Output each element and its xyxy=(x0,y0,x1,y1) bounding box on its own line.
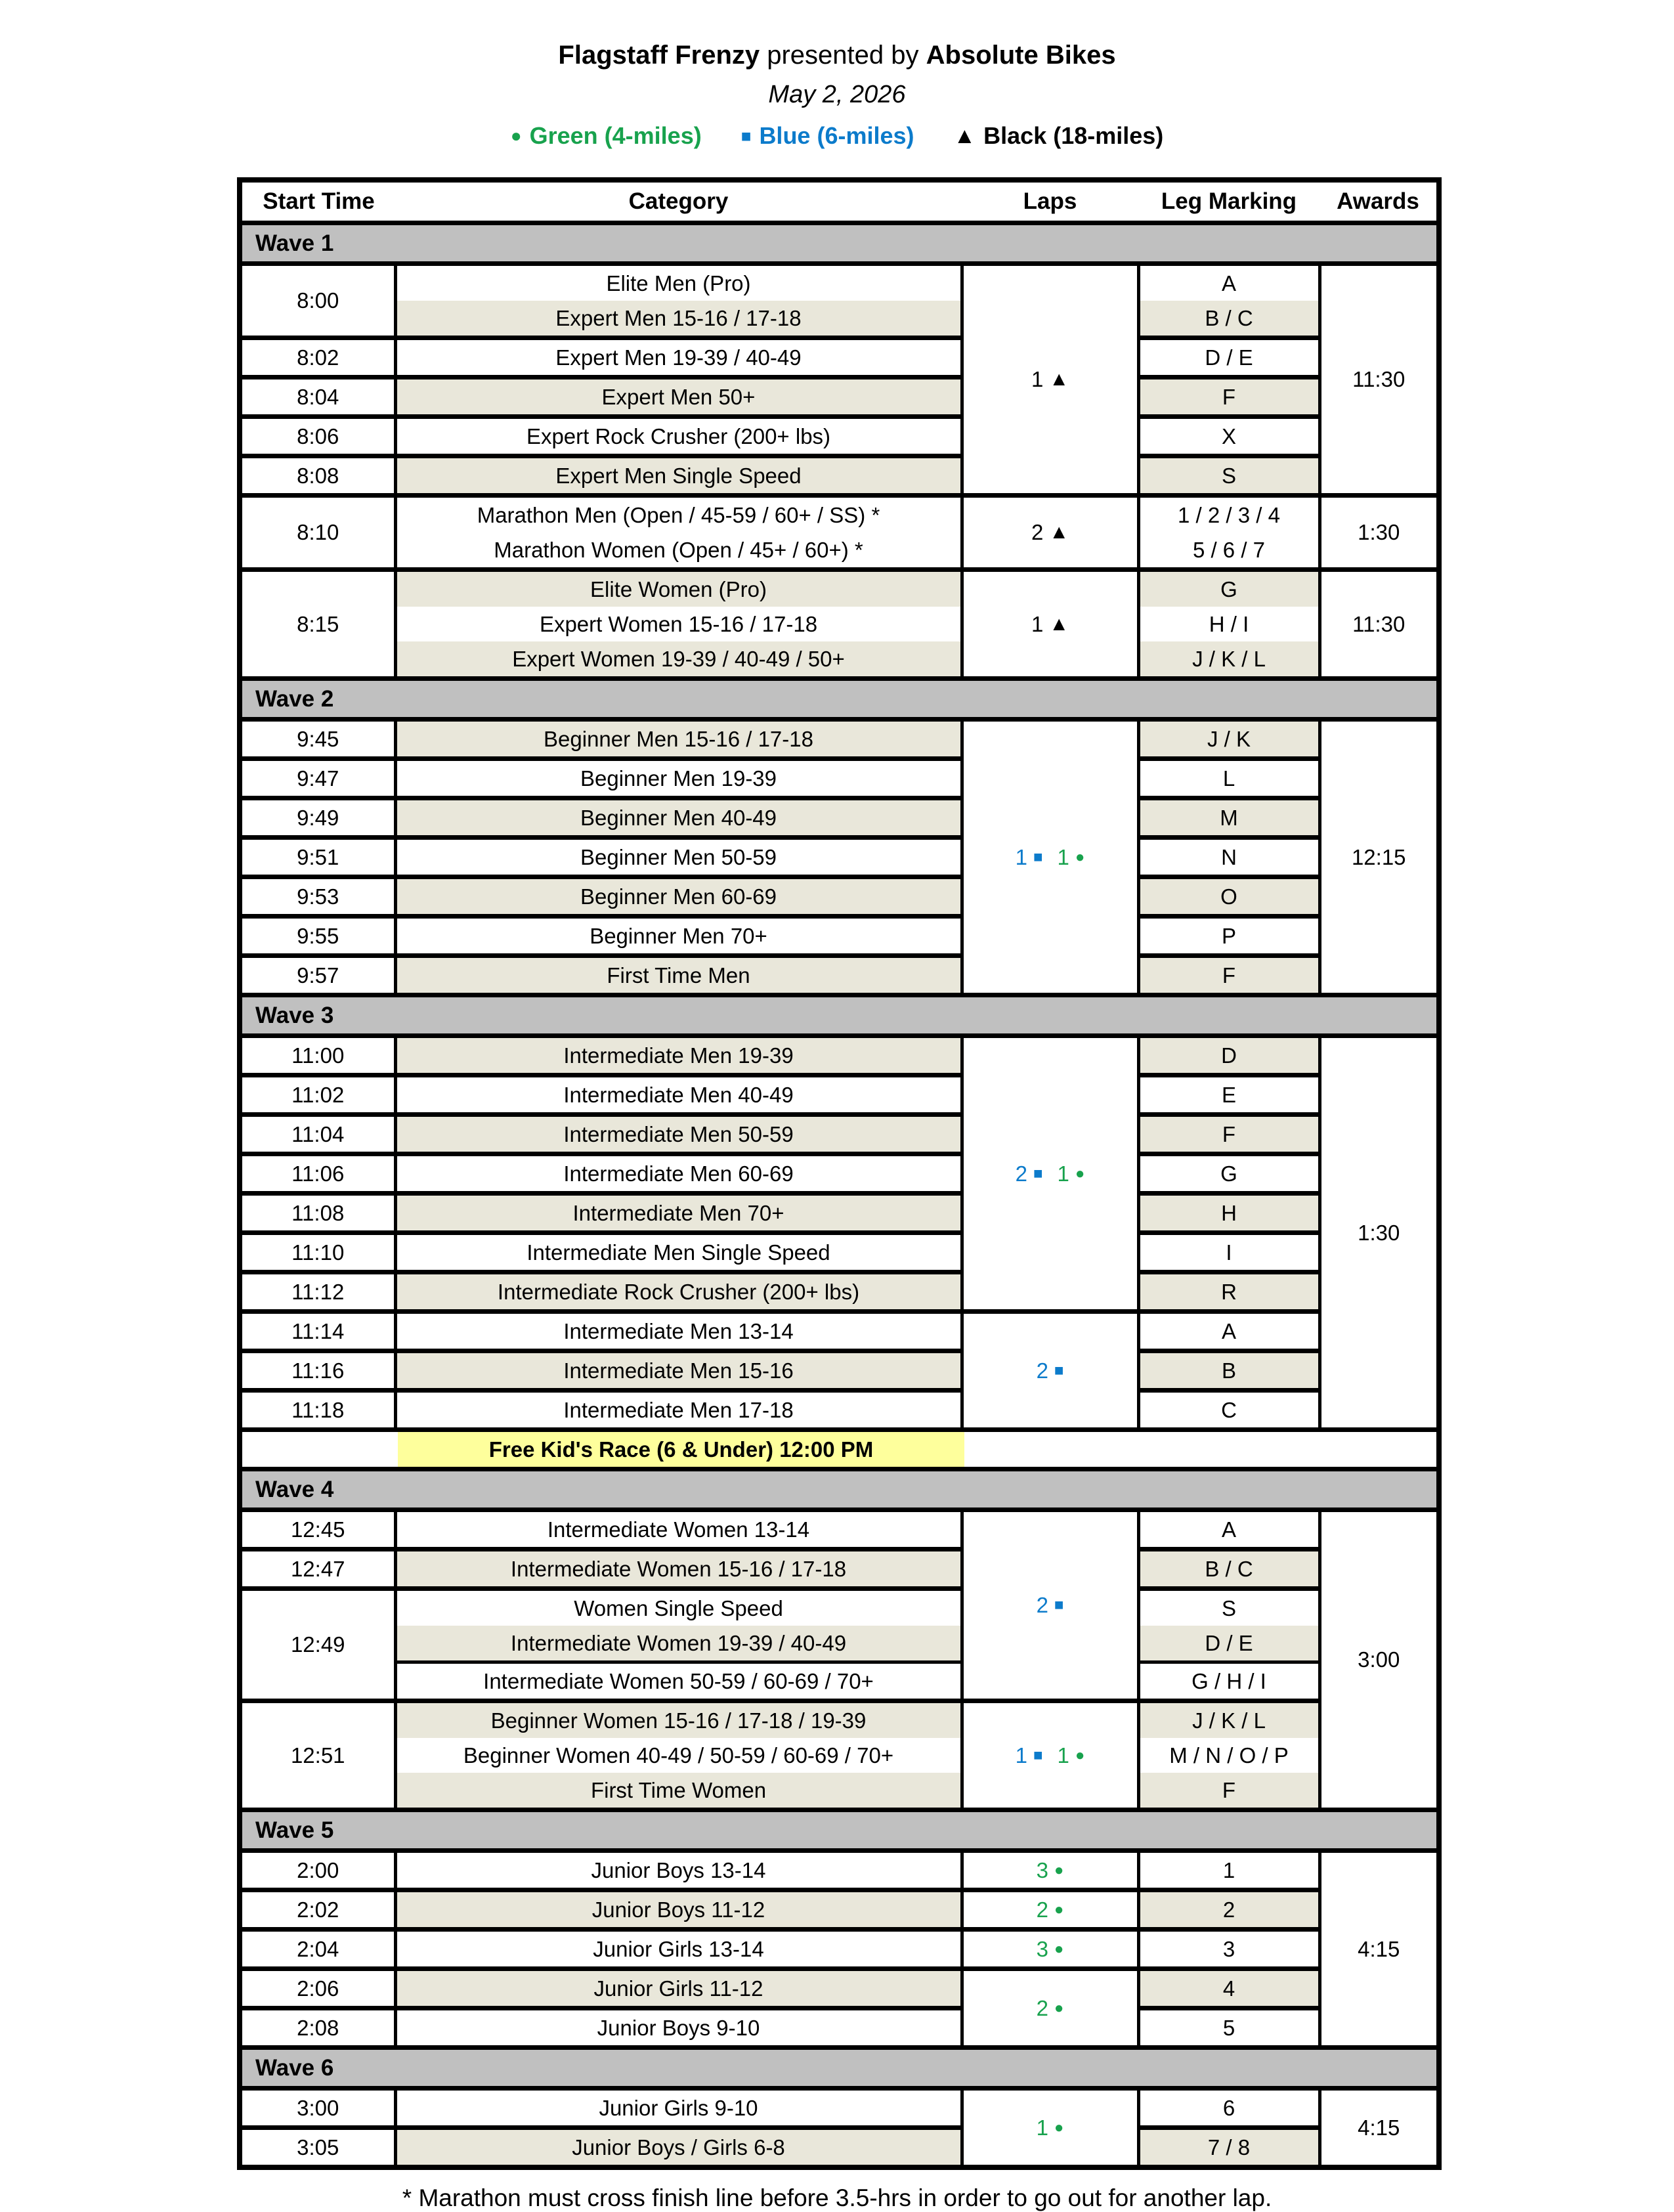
black-triangle-icon: ▲ xyxy=(1049,521,1069,543)
lap-count: 2 xyxy=(1015,1161,1027,1186)
page-title xyxy=(0,41,1674,70)
leg-marking-cell: B / C xyxy=(1138,1550,1320,1589)
time-cell: 3:00 xyxy=(240,2089,395,2128)
category-cell: First Time Men xyxy=(395,956,962,995)
lap-count: 3 xyxy=(1036,1936,1048,1961)
time-cell: 9:53 xyxy=(240,877,395,917)
leg-marking-cell: 1 / 2 / 3 / 4 xyxy=(1138,496,1320,533)
green-circle-icon: ● xyxy=(1075,848,1085,866)
leg-marking-cell: F xyxy=(1138,1773,1320,1810)
category-cell: Intermediate Men 17-18 xyxy=(395,1391,962,1430)
leg-marking-cell: G xyxy=(1138,570,1320,607)
blue-square-icon: ■ xyxy=(1054,1596,1064,1614)
time-cell: 11:02 xyxy=(240,1075,395,1115)
wave-label: Wave 2 xyxy=(240,679,1439,720)
leg-marking-cell: D / E xyxy=(1138,1626,1320,1662)
category-cell: First Time Women xyxy=(395,1773,962,1810)
laps-cell xyxy=(962,2089,1138,2168)
time-cell: 2:02 xyxy=(240,1890,395,1930)
awards-cell: 11:30 xyxy=(1320,264,1439,496)
leg-marking-cell: D xyxy=(1138,1036,1320,1075)
category-cell: Intermediate Men 19-39 xyxy=(395,1036,962,1075)
category-cell: Expert Women 19-39 / 40-49 / 50+ xyxy=(395,641,962,679)
leg-marking-cell: O xyxy=(1138,877,1320,917)
blue-square-icon: ■ xyxy=(1033,848,1043,866)
laps-cell xyxy=(962,1312,1138,1430)
wave-header xyxy=(240,995,1439,1036)
laps-cell xyxy=(962,1510,1138,1701)
wave-header xyxy=(240,1469,1439,1510)
leg-marking-cell: G xyxy=(1138,1154,1320,1194)
time-cell: 11:08 xyxy=(240,1194,395,1233)
green-circle-icon: ● xyxy=(510,125,522,146)
category-cell: Marathon Women (Open / 45+ / 60+) * xyxy=(395,532,962,570)
lap-count: 1 xyxy=(1031,367,1044,391)
category-cell: Intermediate Men 40-49 xyxy=(395,1075,962,1115)
leg-marking-cell: L xyxy=(1138,759,1320,798)
laps-cell xyxy=(962,1930,1138,1969)
category-cell: Intermediate Women 15-16 / 17-18 xyxy=(395,1550,962,1589)
category-cell: Junior Boys / Girls 6-8 xyxy=(395,2128,962,2168)
category-cell: Junior Girls 13-14 xyxy=(395,1930,962,1969)
awards-cell: 3:00 xyxy=(1320,1510,1439,1810)
category-cell: Beginner Men 15-16 / 17-18 xyxy=(395,720,962,759)
green-circle-icon: ● xyxy=(1075,1746,1085,1764)
leg-marking-cell: 5 xyxy=(1138,2008,1320,2048)
leg-marking-cell: S xyxy=(1138,456,1320,496)
leg-marking-cell: X xyxy=(1138,417,1320,456)
category-cell: Expert Men 19-39 / 40-49 xyxy=(395,338,962,378)
green-circle-icon: ● xyxy=(1054,1999,1064,2017)
time-cell: 2:08 xyxy=(240,2008,395,2048)
wave-label: Wave 3 xyxy=(240,995,1439,1036)
time-cell: 11:18 xyxy=(240,1391,395,1430)
wave-header xyxy=(240,2048,1439,2089)
black-triangle-icon: ▲ xyxy=(953,123,976,148)
leg-marking-cell: G / H / I xyxy=(1138,1662,1320,1701)
time-cell: 9:57 xyxy=(240,956,395,995)
laps-cell xyxy=(962,1036,1138,1312)
time-cell: 8:02 xyxy=(240,338,395,378)
col-header-laps: Laps xyxy=(1023,188,1077,214)
category-cell: Expert Women 15-16 / 17-18 xyxy=(395,607,962,641)
time-cell: 2:00 xyxy=(240,1851,395,1890)
time-cell: 11:04 xyxy=(240,1115,395,1154)
category-cell: Intermediate Rock Crusher (200+ lbs) xyxy=(395,1272,962,1312)
leg-marking-cell: N xyxy=(1138,838,1320,877)
lap-count: 1 xyxy=(1057,1161,1069,1186)
leg-marking-cell: M / N / O / P xyxy=(1138,1738,1320,1773)
event-name: Flagstaff Frenzy xyxy=(558,41,760,70)
time-cell: 8:10 xyxy=(240,496,395,570)
time-cell: 2:06 xyxy=(240,1969,395,2008)
awards-cell: 12:15 xyxy=(1320,720,1439,995)
category-cell: Expert Men 15-16 / 17-18 xyxy=(395,301,962,338)
category-cell: Intermediate Women 13-14 xyxy=(395,1510,962,1550)
leg-marking-cell: H / I xyxy=(1138,607,1320,641)
wave-header xyxy=(240,1810,1439,1851)
lap-count: 3 xyxy=(1036,1857,1048,1882)
category-cell: Elite Men (Pro) xyxy=(395,264,962,301)
time-cell: 11:00 xyxy=(240,1036,395,1075)
category-cell: Beginner Men 19-39 xyxy=(395,759,962,798)
blue-square-icon: ■ xyxy=(1054,1361,1064,1379)
legend-label-blue: Blue (6-miles) xyxy=(759,122,914,149)
time-cell: 2:04 xyxy=(240,1930,395,1969)
title-connector: presented by xyxy=(760,41,926,70)
leg-marking-cell: H xyxy=(1138,1194,1320,1233)
time-cell: 8:08 xyxy=(240,456,395,496)
time-cell: 12:49 xyxy=(240,1589,395,1701)
leg-marking-cell: J / K xyxy=(1138,720,1320,759)
category-cell: Intermediate Women 50-59 / 60-69 / 70+ xyxy=(395,1662,962,1701)
lap-count: 2 xyxy=(1036,1593,1048,1617)
lap-count: 1 xyxy=(1036,2115,1048,2140)
legend-label-green: Green (4-miles) xyxy=(529,122,702,149)
time-cell: 9:55 xyxy=(240,917,395,956)
black-triangle-icon: ▲ xyxy=(1049,368,1069,390)
laps-cell xyxy=(962,496,1138,570)
lap-count: 2 xyxy=(1036,1897,1048,1922)
blue-square-icon: ■ xyxy=(1033,1746,1043,1764)
leg-marking-cell: B xyxy=(1138,1351,1320,1391)
category-cell: Expert Rock Crusher (200+ lbs) xyxy=(395,417,962,456)
category-cell: Women Single Speed xyxy=(395,1589,962,1626)
leg-marking-cell: B / C xyxy=(1138,301,1320,338)
leg-marking-cell: F xyxy=(1138,378,1320,417)
document-header xyxy=(0,0,1674,150)
time-cell: 8:00 xyxy=(240,264,395,338)
green-circle-icon: ● xyxy=(1054,1940,1064,1958)
schedule-table xyxy=(237,177,1442,2170)
category-cell: Expert Men Single Speed xyxy=(395,456,962,496)
category-cell: Beginner Men 60-69 xyxy=(395,877,962,917)
col-header-leg-marking: Leg Marking xyxy=(1161,188,1297,214)
green-circle-icon: ● xyxy=(1075,1164,1085,1182)
category-cell: Intermediate Men 13-14 xyxy=(395,1312,962,1351)
wave-label: Wave 6 xyxy=(240,2048,1439,2089)
category-cell: Junior Boys 11-12 xyxy=(395,1890,962,1930)
laps-cell xyxy=(962,1851,1138,1890)
awards-cell: 4:15 xyxy=(1320,1851,1439,2048)
laps-cell xyxy=(962,1969,1138,2048)
time-cell: 9:47 xyxy=(240,759,395,798)
leg-marking-cell: A xyxy=(1138,264,1320,301)
leg-marking-cell: 6 xyxy=(1138,2089,1320,2128)
time-cell: 9:49 xyxy=(240,798,395,838)
kids-race-banner: Free Kid's Race (6 & Under) 12:00 PM xyxy=(398,1432,964,1467)
awards-cell: 4:15 xyxy=(1320,2089,1439,2168)
category-cell: Intermediate Men Single Speed xyxy=(395,1233,962,1272)
time-cell: 12:51 xyxy=(240,1701,395,1810)
wave-header xyxy=(240,679,1439,720)
blue-square-icon: ■ xyxy=(1033,1164,1043,1182)
leg-marking-cell: D / E xyxy=(1138,338,1320,378)
leg-marking-cell: A xyxy=(1138,1312,1320,1351)
category-cell: Marathon Men (Open / 45-59 / 60+ / SS) * xyxy=(395,496,962,533)
category-cell: Intermediate Men 50-59 xyxy=(395,1115,962,1154)
category-cell: Beginner Men 40-49 xyxy=(395,798,962,838)
category-cell: Intermediate Men 70+ xyxy=(395,1194,962,1233)
green-circle-icon: ● xyxy=(1054,1861,1064,1879)
awards-cell: 1:30 xyxy=(1320,496,1439,570)
leg-marking-cell: J / K / L xyxy=(1138,641,1320,679)
green-circle-icon: ● xyxy=(1054,2118,1064,2136)
leg-marking-cell: 7 / 8 xyxy=(1138,2128,1320,2168)
awards-cell: 11:30 xyxy=(1320,570,1439,679)
lap-count: 2 xyxy=(1036,1995,1048,2020)
sponsor-name: Absolute Bikes xyxy=(926,41,1116,70)
lap-count: 1 xyxy=(1057,844,1069,869)
course-legend xyxy=(0,122,1674,150)
laps-cell xyxy=(962,570,1138,679)
laps-cell xyxy=(962,1701,1138,1810)
leg-marking-cell: P xyxy=(1138,917,1320,956)
marathon-footnote: * Marathon must cross finish line before 3.5-hrs in order to go out for another lap. xyxy=(402,2184,1272,2211)
col-header-category: Category xyxy=(628,188,729,214)
legend-item-black xyxy=(954,122,1164,150)
legend-label-black: Black (18-miles) xyxy=(983,122,1164,149)
wave-label: Wave 1 xyxy=(240,223,1439,264)
category-cell: Intermediate Men 60-69 xyxy=(395,1154,962,1194)
lap-count: 1 xyxy=(1057,1743,1069,1767)
leg-marking-cell: 4 xyxy=(1138,1969,1320,2008)
time-cell: 8:15 xyxy=(240,570,395,679)
time-cell: 11:16 xyxy=(240,1351,395,1391)
laps-cell xyxy=(962,264,1138,496)
col-header-start-time: Start Time xyxy=(263,188,375,214)
green-circle-icon: ● xyxy=(1054,1900,1064,1919)
lap-count: 1 xyxy=(1015,844,1027,869)
awards-cell: 1:30 xyxy=(1320,1036,1439,1430)
category-cell: Intermediate Men 15-16 xyxy=(395,1351,962,1391)
lap-count: 1 xyxy=(1031,611,1044,636)
lap-count: 1 xyxy=(1015,1743,1027,1767)
time-cell: 9:45 xyxy=(240,720,395,759)
laps-cell xyxy=(962,1890,1138,1930)
black-triangle-icon: ▲ xyxy=(1049,613,1069,635)
leg-marking-cell: 3 xyxy=(1138,1930,1320,1969)
category-cell: Elite Women (Pro) xyxy=(395,570,962,607)
legend-item-green xyxy=(511,122,702,150)
category-cell: Intermediate Women 19-39 / 40-49 xyxy=(395,1626,962,1662)
category-cell: Beginner Women 40-49 / 50-59 / 60-69 / 70+ xyxy=(395,1738,962,1773)
wave-label: Wave 4 xyxy=(240,1469,1439,1510)
laps-cell xyxy=(962,720,1138,995)
time-cell: 12:45 xyxy=(240,1510,395,1550)
category-cell: Expert Men 50+ xyxy=(395,378,962,417)
leg-marking-cell: F xyxy=(1138,1115,1320,1154)
col-header-awards: Awards xyxy=(1337,188,1419,214)
lap-count: 2 xyxy=(1036,1358,1048,1383)
category-cell: Junior Girls 9-10 xyxy=(395,2089,962,2128)
time-cell: 9:51 xyxy=(240,838,395,877)
category-cell: Beginner Men 70+ xyxy=(395,917,962,956)
time-cell: 12:47 xyxy=(240,1550,395,1589)
leg-marking-cell: C xyxy=(1138,1391,1320,1430)
wave-label: Wave 5 xyxy=(240,1810,1439,1851)
wave-header xyxy=(240,223,1439,264)
leg-marking-cell: J / K / L xyxy=(1138,1701,1320,1739)
time-cell: 11:12 xyxy=(240,1272,395,1312)
category-cell: Junior Boys 13-14 xyxy=(395,1851,962,1890)
blue-square-icon: ■ xyxy=(740,126,752,146)
time-cell: 11:10 xyxy=(240,1233,395,1272)
category-cell: Junior Girls 11-12 xyxy=(395,1969,962,2008)
time-cell: 11:14 xyxy=(240,1312,395,1351)
event-date: May 2, 2026 xyxy=(768,81,906,108)
leg-marking-cell: 5 / 6 / 7 xyxy=(1138,532,1320,570)
time-cell: 8:04 xyxy=(240,378,395,417)
leg-marking-cell: I xyxy=(1138,1233,1320,1272)
leg-marking-cell: S xyxy=(1138,1589,1320,1626)
legend-item-blue xyxy=(741,122,914,150)
category-cell: Beginner Women 15-16 / 17-18 / 19-39 xyxy=(395,1701,962,1739)
time-cell: 11:06 xyxy=(240,1154,395,1194)
category-cell: Junior Boys 9-10 xyxy=(395,2008,962,2048)
leg-marking-cell: 1 xyxy=(1138,1851,1320,1890)
time-cell: 8:06 xyxy=(240,417,395,456)
leg-marking-cell: 2 xyxy=(1138,1890,1320,1930)
category-cell: Beginner Men 50-59 xyxy=(395,838,962,877)
leg-marking-cell: E xyxy=(1138,1075,1320,1115)
column-header-row xyxy=(240,180,1439,223)
leg-marking-cell: F xyxy=(1138,956,1320,995)
lap-count: 2 xyxy=(1031,520,1044,544)
leg-marking-cell: R xyxy=(1138,1272,1320,1312)
leg-marking-cell: M xyxy=(1138,798,1320,838)
time-cell: 3:05 xyxy=(240,2128,395,2168)
kids-race-row xyxy=(240,1430,1439,1469)
leg-marking-cell: A xyxy=(1138,1510,1320,1550)
